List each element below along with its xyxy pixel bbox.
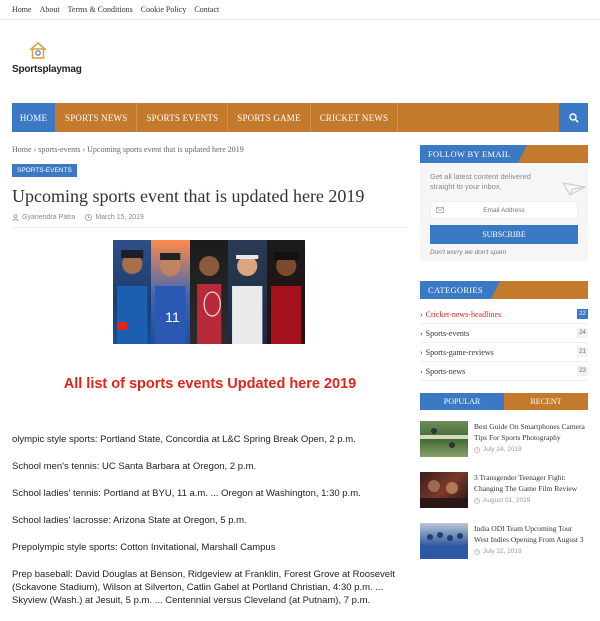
nav-item-cricket-news[interactable]: CRICKET NEWS (311, 103, 399, 132)
clock-icon (474, 549, 480, 555)
follow-by-email-header (420, 145, 588, 163)
divider (12, 227, 408, 228)
top-link-about[interactable]: About (39, 5, 60, 14)
article-paragraph: School ladies' tennis: Portland at BYU, 11 a.m. ... Oregon at Washington, 1:30 p.m. (12, 488, 361, 499)
sidebar (420, 145, 588, 563)
svg-text:11: 11 (165, 309, 181, 325)
popular-post-item[interactable] (420, 472, 588, 512)
follow-description: Get all latest content delivered straight to your inbox. (430, 172, 531, 191)
chevron-right-icon: › (420, 347, 423, 357)
popular-post-item[interactable] (420, 523, 588, 563)
category-name: Sports-game-reviews (425, 347, 494, 357)
tab-popular[interactable]: POPULAR (420, 393, 504, 410)
post-date (474, 446, 588, 453)
category-item-sports-events[interactable] (420, 324, 588, 343)
post-date-text: July 22, 2019 (483, 548, 522, 555)
category-count: 21 (577, 347, 588, 357)
breadcrumb-separator: › (33, 145, 37, 154)
site-logo[interactable] (12, 40, 82, 80)
category-name: Cricket-news-headlines (425, 309, 502, 319)
chevron-right-icon: › (420, 366, 423, 376)
post-date-text: July 24, 2019 (483, 446, 522, 453)
article-paragraph: Prep baseball: David Douglas at Benson, Ridgeview at Franklin, Forest Grove at Roosevelt (Sckavone Stadium), Wilson at Silverton, Catlin Gabel at Portland Christian, 4:30 p.m. ... Skyview (Wash.) at Jesuit, 5 p.m. ... Centennial versus Cleveland (at Putnam), 7 p.m. (12, 569, 395, 606)
article-paragraph: School men's tennis: UC Santa Barbara at Oregon, 2 p.m. (12, 461, 257, 472)
top-link-terms[interactable]: Terms & Conditions (67, 5, 133, 14)
popular-recent-tabs (420, 393, 588, 410)
top-link-cookie-policy[interactable]: Cookie Policy (140, 5, 187, 14)
nav-item-sports-news[interactable]: SPORTS NEWS (56, 103, 137, 132)
category-item-sports-game-reviews[interactable] (420, 343, 588, 362)
breadcrumb-home[interactable]: Home (12, 145, 32, 154)
category-list (420, 305, 588, 381)
top-link-home[interactable]: Home (12, 5, 32, 14)
email-field-wrapper (430, 201, 578, 219)
section-title: CATEGORIES (420, 281, 491, 299)
post-date (474, 548, 588, 555)
category-count: 24 (577, 328, 588, 338)
nav-item-sports-events[interactable]: SPORTS EVENTS (137, 103, 228, 132)
category-item-cricket-news-headlines[interactable] (420, 305, 588, 324)
post-thumbnail[interactable] (420, 472, 468, 508)
chevron-right-icon: › (420, 328, 423, 338)
author-name[interactable]: Gyanendra Patra (22, 214, 76, 221)
nav-item-sports-game[interactable]: SPORTS GAME (228, 103, 310, 132)
category-item-sports-news[interactable] (420, 362, 588, 381)
article-meta (12, 214, 408, 221)
categories-widget (420, 281, 588, 381)
category-badge[interactable]: SPORTS-EVENTS (12, 164, 77, 177)
post-thumbnail[interactable] (420, 523, 468, 559)
article-column (12, 140, 408, 606)
nav-search-button[interactable] (559, 103, 588, 132)
no-spam-note: Don't worry we don't spam (430, 249, 507, 256)
post-title[interactable]: Best Guide On Smartphones Camera Tips For Sports Photography (474, 422, 585, 442)
subscribe-button[interactable]: SUBSCRIBE (430, 225, 578, 244)
nav-item-home[interactable]: HOME (12, 103, 56, 132)
tab-recent[interactable]: RECENT (504, 393, 588, 410)
breadcrumb-separator: › (82, 145, 86, 154)
follow-by-email-widget (420, 163, 588, 261)
chevron-right-icon: › (420, 309, 423, 319)
top-links-bar (0, 0, 600, 20)
site-name: Sportsplaymag (12, 64, 82, 75)
article-headline: All list of sports events Updated here 2019 (63, 376, 357, 392)
clock-icon (474, 447, 480, 453)
breadcrumb-section[interactable]: sports-events (38, 145, 81, 154)
main-nav (12, 103, 588, 132)
user-icon (12, 214, 19, 221)
category-name: Sports-news (425, 366, 466, 376)
breadcrumb (12, 145, 408, 154)
breadcrumb-current: Upcoming sports event that is updated here 2019 (87, 145, 244, 154)
clock-icon (474, 498, 480, 504)
popular-post-item[interactable] (420, 421, 588, 461)
clock-icon (85, 214, 92, 221)
article-paragraph: Prepolympic style sports: Cotton Invitational, Marshall Campus (12, 542, 276, 553)
category-count: 22 (577, 309, 588, 319)
top-link-contact[interactable]: Contact (194, 5, 220, 14)
section-title: FOLLOW BY EMAIL (420, 145, 518, 163)
post-title[interactable]: 3 Transgender Teenager Fight: Changing The Game Film Review (474, 473, 578, 493)
article-feature-image (113, 240, 305, 344)
post-date-text: August 01, 2019 (483, 497, 531, 504)
page-title: Upcoming sports event that is updated here 2019 (12, 186, 365, 206)
house-logo-icon (28, 40, 48, 60)
envelope-icon (436, 207, 444, 213)
category-name: Sports-events (425, 328, 470, 338)
post-thumbnail[interactable] (420, 421, 468, 457)
publish-date: March 15, 2019 (95, 214, 144, 221)
article-body (12, 433, 408, 621)
search-icon (569, 113, 579, 123)
categories-header (420, 281, 588, 299)
article-paragraph: School ladies' lacrosse: Arizona State at Oregon, 5 p.m. (12, 515, 247, 526)
category-count: 23 (577, 366, 588, 376)
post-title[interactable]: India ODI Team Upcoming Tour West Indies Opening From August 3 (474, 524, 584, 544)
paper-plane-icon (562, 177, 586, 201)
post-date (474, 497, 588, 504)
article-paragraph: olympic style sports: Portland State, Concordia at L&C Spring Break Open, 2 p.m. (12, 434, 356, 445)
email-field[interactable] (449, 207, 559, 214)
